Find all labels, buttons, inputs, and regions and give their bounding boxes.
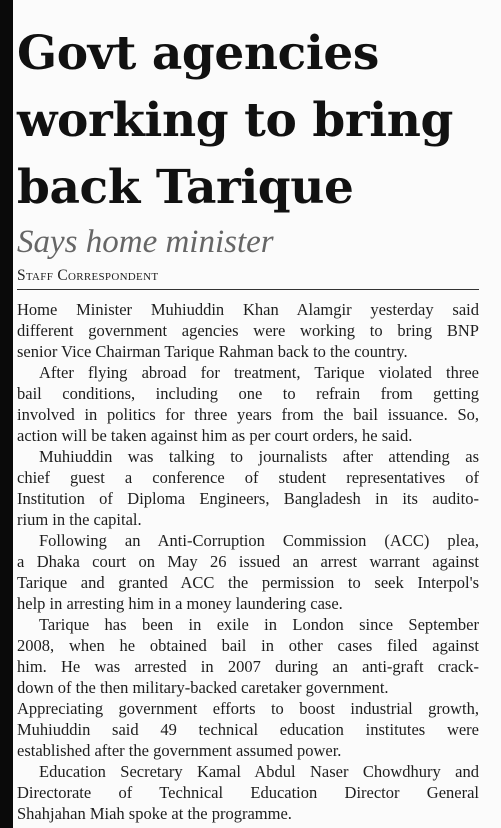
- body-line: action will be taken against him as per court orders, he said.: [17, 426, 413, 445]
- body-line: Institution of Diploma Engineers, Bangladesh in its audito-: [17, 489, 479, 508]
- headline-line: working to bring: [17, 93, 453, 148]
- body-line: down of the then military-backed caretaker government.: [17, 678, 389, 697]
- body-line: chief guest a conference of student representatives of: [17, 468, 479, 487]
- body-line: him. He was arrested in 2007 during an anti-graft crack-: [17, 657, 479, 676]
- body-line: Home Minister Muhiuddin Khan Alamgir yesterday said: [17, 300, 479, 319]
- body-line: Education Secretary Kamal Abdul Naser Chowdhury and: [39, 762, 479, 781]
- article: [17, 20, 479, 824]
- subheadline: Says home minister: [17, 224, 274, 260]
- body-line: Muhiuddin was talking to journalists after attending as: [39, 447, 479, 466]
- body-line: Tarique has been in exile in London since September: [39, 615, 479, 634]
- body-line: bail conditions, including one to refrain from getting: [17, 384, 479, 403]
- body-line: help in arresting him in a money laundering case.: [17, 594, 343, 613]
- body-line: After flying abroad for treatment, Tarique violated three: [39, 363, 479, 382]
- body-line: rium in the capital.: [17, 510, 142, 529]
- body-line: Shahjahan Miah spoke at the programme.: [17, 804, 292, 823]
- body-line: senior Vice Chairman Tarique Rahman back to the country.: [17, 342, 408, 361]
- body-line: different government agencies were working to bring BNP: [17, 321, 479, 340]
- body-line: Tarique and granted ACC the permission to seek Interpol's: [17, 573, 479, 592]
- left-edge-bar: [0, 0, 13, 828]
- body-line: involved in politics for three years from the bail issuance. So,: [17, 405, 479, 424]
- body-line: Muhiuddin said 49 technical education institutes were: [17, 720, 479, 739]
- headline: [17, 20, 479, 221]
- body-line: a Dhaka court on May 26 issued an arrest warrant against: [17, 552, 479, 571]
- body-line: Appreciating government efforts to boost industrial growth,: [17, 699, 479, 718]
- byline: Staff Correspondent: [17, 267, 479, 290]
- body-line: established after the government assumed power.: [17, 741, 342, 760]
- headline-line: back Tarique: [17, 160, 354, 215]
- article-body: [17, 299, 479, 824]
- body-line: Following an Anti-Corruption Commission (ACC) plea,: [39, 531, 479, 550]
- body-line: Directorate of Technical Education Director General: [17, 783, 479, 802]
- headline-line: Govt agencies: [17, 26, 379, 81]
- body-line: 2008, when he obtained bail in other cases filed against: [17, 636, 479, 655]
